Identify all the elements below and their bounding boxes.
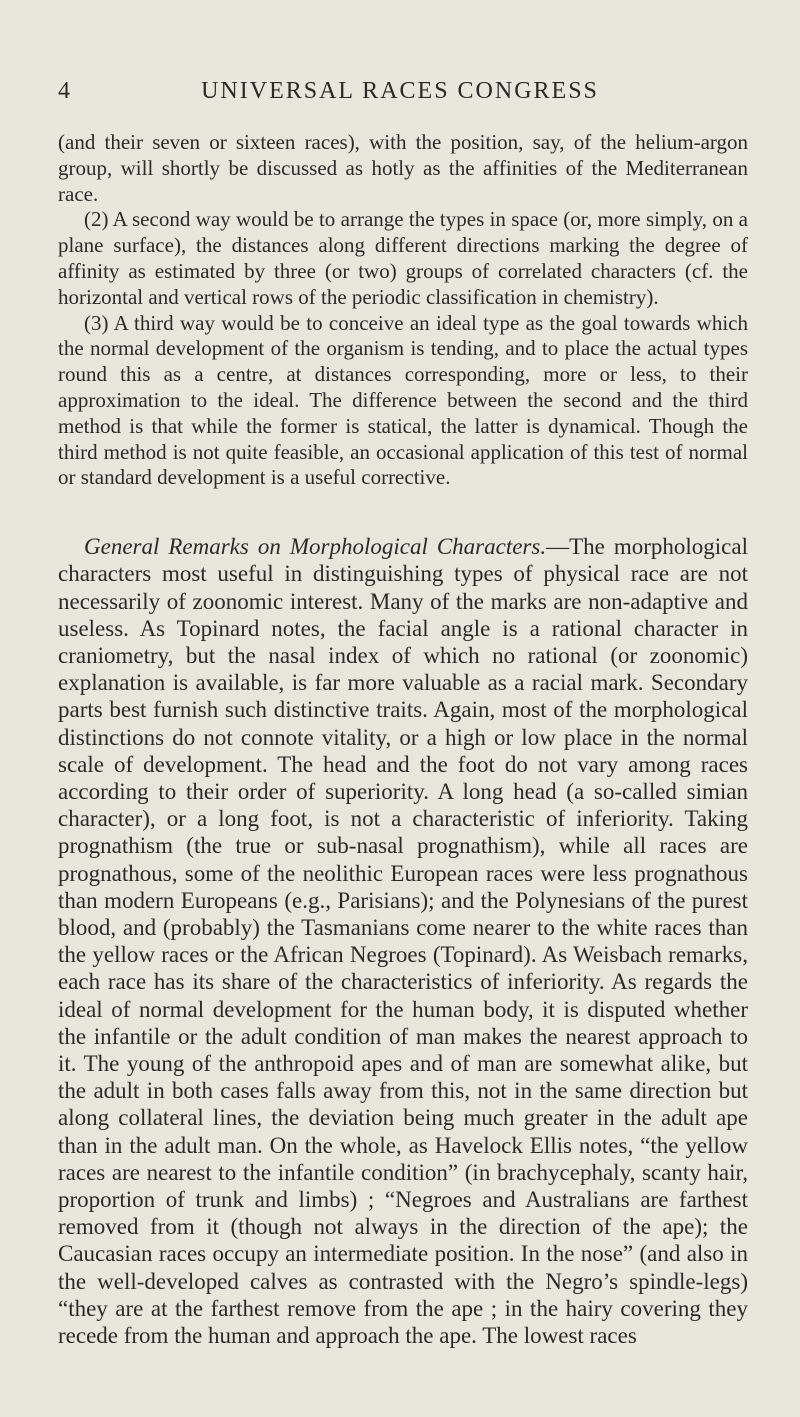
section-body-text: —The morphological characters most useful in distinguishing types of physical race are not necessarily of zoonomic interest. Many of the marks are non-adaptive and useless. As Topinard notes, the facial angle is a rational character in craniometry, but the nasal index of which no rational (or zoonomic) explanation is available, is far more valuable as a racial mark. Secondary parts best furnish such distinctive traits. Again, most of the morphological distinctions do not connote vitality, or a high or low place in the normal scale of development. The head and the foot do not vary among races according to their order of superiority. A long head (a so-called simian character), or a long foot, is not a characteristic of inferiority. Taking prognathism (the true or sub-nasal prognathism), while all races are prognathous, some of the neolithic European races were less prognathous than modern Europeans (e.g., Parisians); and the Polynesians of the purest blood, and (probably) the Tasmanians come nearer to the white races than the yellow races or the African Negroes (Topinard). As Weisbach remarks, each race has its share of the characteristics of inferiority. As regards the ideal of normal development for the human body, it is disputed whether the infantile or the adult condition of man makes the nearest approach to it. The young of the anthropoid apes and of man are somewhat alike, but the adult in both cases falls away from this, not in the same direction but along collateral lines, the deviation being much greater in the adult ape than in the adult man. On the whole, as Havelock Ellis notes, “the yellow races are nearest to the infantile condition” (in brachycephaly, scanty hair, proportion of trunk and limbs) ; “Negroes and Australians are farthest removed from it (though not always in the direction of the ape); the Caucasian races occupy an intermediate position. In the nose” (and also in the well-developed calves as contrasted with the Negro’s spindle-legs) “they are at the farthest remove from the ape ; in the hairy covering they recede from the human and approach the ape. The lowest races — [58, 534, 748, 1349]
running-head: UNIVERSAL RACES CONGRESS — [201, 78, 599, 104]
section-lead-heading: General Remarks on Morphological Characters. — [84, 534, 547, 560]
paragraph-continuation: (and their seven or sixteen races), with the position, say, of the helium-argon group, will shortly be discussed as hotly as the affinities of the Mediterranean race. — [58, 130, 748, 206]
paragraph-general-remarks — [58, 533, 748, 1349]
page-number: 4 — [58, 78, 70, 104]
paragraph-third-way: (3) A third way would be to conceive an ideal type as the goal towards which the normal development of the organism is tending, and to place the actual types round this as a centre, at distances corresponding, more or less, to their approximation to the ideal. The difference between the second and the third method is that while the former is statical, the latter is dynamical. Though the third method is not quite feasible, an occasional application of this test of normal or standard development is a useful corrective. — [58, 310, 748, 490]
page-body — [58, 130, 748, 1349]
page-header — [58, 78, 742, 114]
paragraph-second-way: (2) A second way would be to arrange the types in space (or, more simply, on a plane surface), the distances along different directions marking the degree of affinity as estimated by three (or two) groups of correlated characters (cf. the horizontal and vertical rows of the periodic classification in chemistry). — [58, 207, 748, 309]
